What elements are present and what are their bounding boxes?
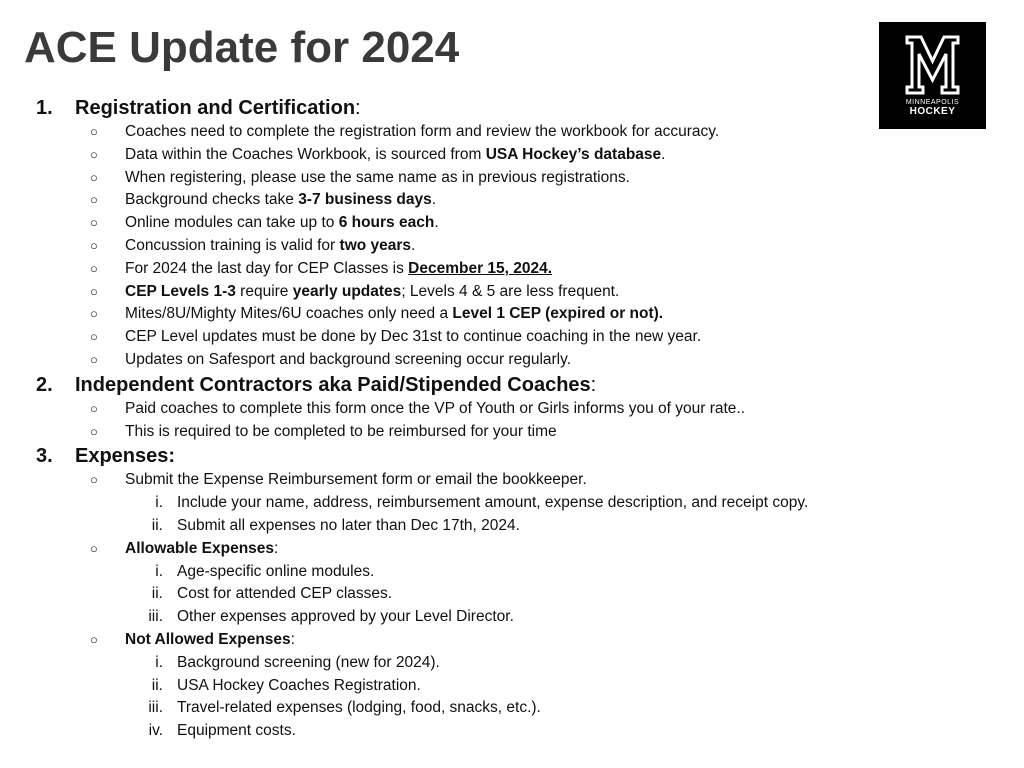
list-item: ○ CEP Levels 1-3 require yearly updates; Levels 4 & 5 are less frequent. xyxy=(0,281,1024,304)
sub-list-item: i. Background screening (new for 2024). xyxy=(155,653,440,671)
sub-list-item: i. Include your name, address, reimbursement amount, expense description, and receipt copy. xyxy=(155,494,809,512)
slide-body xyxy=(0,95,1024,743)
list-item: ○ Updates on Safesport and background screening occur regularly. xyxy=(0,349,1024,372)
list-item: ○ Paid coaches to complete this form once the VP of Youth or Girls informs you of your rate.. xyxy=(0,398,1024,421)
circle-bullet-icon: ○ xyxy=(90,283,98,299)
circle-bullet-icon: ○ xyxy=(90,631,98,647)
sub-list-item: ii. Submit all expenses no later than Dec 17th, 2024. xyxy=(151,516,520,534)
circle-bullet-icon: ○ xyxy=(90,472,98,488)
section-independent-contractors: 2. Independent Contractors aka Paid/Stipended Coaches: xyxy=(36,373,597,396)
list-item: ○ Coaches need to complete the registration form and review the workbook for accuracy. xyxy=(0,121,1024,144)
section-heading: Registration and Certification xyxy=(75,97,356,119)
list-item: ○ For 2024 the last day for CEP Classes is December 15, 2024. xyxy=(0,258,1024,281)
section-expenses xyxy=(0,443,1024,469)
circle-bullet-icon: ○ xyxy=(90,192,98,208)
circle-bullet-icon: ○ xyxy=(90,215,98,231)
circle-bullet-icon: ○ xyxy=(90,124,98,139)
list-item: ○ Submit the Expense Reimbursement form or email the bookkeeper. xyxy=(0,469,1024,492)
section-heading: Independent Contractors aka Paid/Stipended Coaches xyxy=(75,373,591,396)
list-item: ○ Concussion training is valid for two years. xyxy=(0,235,1024,258)
sub-list-item: i. Age-specific online modules. xyxy=(155,562,375,580)
list-item: ○ Not Allowed Expenses: xyxy=(0,629,1024,652)
section-number: 1. xyxy=(36,97,53,119)
section-number: 3. xyxy=(36,445,53,468)
logo-city-text: MINNEAPOLIS xyxy=(905,99,960,106)
circle-bullet-icon: ○ xyxy=(90,329,98,345)
section-heading: Expenses: xyxy=(75,445,176,468)
circle-bullet-icon: ○ xyxy=(90,237,98,253)
circle-bullet-icon: ○ xyxy=(90,169,98,185)
circle-bullet-icon: ○ xyxy=(90,146,98,162)
circle-bullet-icon: ○ xyxy=(90,351,98,367)
list-item: ○ Online modules can take up to 6 hours each. xyxy=(0,212,1024,235)
circle-bullet-icon: ○ xyxy=(90,400,98,416)
sub-list-item: iii. Other expenses approved by your Level Director. xyxy=(148,608,514,626)
list-item: ○ Background checks take 3-7 business days. xyxy=(0,189,1024,212)
page-title: ACE Update for 2024 xyxy=(24,23,460,72)
list-item: ○ CEP Level updates must be done by Dec 31st to continue coaching in the new year. xyxy=(0,326,1024,349)
circle-bullet-icon: ○ xyxy=(90,260,98,276)
sub-list-item: ii. USA Hockey Coaches Registration. xyxy=(151,676,421,694)
circle-bullet-icon: ○ xyxy=(90,423,98,439)
sub-list-item: ii. Cost for attended CEP classes. xyxy=(151,585,393,603)
sub-list-item: iii. Travel-related expenses (lodging, food, snacks, etc.). xyxy=(148,699,541,717)
sub-list-item: iv. Equipment costs. xyxy=(148,722,296,740)
section-registration: 1. Registration and Certification: xyxy=(36,97,361,119)
logo-hockey-text: HOCKEY xyxy=(909,106,956,117)
list-item: ○ Mites/8U/Mighty Mites/6U coaches only need a Level 1 CEP (expired or not). xyxy=(0,303,1024,326)
cep-deadline: December 15, 2024. xyxy=(408,259,553,277)
list-item: ○ When registering, please use the same name as in previous registrations. xyxy=(0,167,1024,190)
circle-bullet-icon: ○ xyxy=(90,540,98,556)
circle-bullet-icon: ○ xyxy=(90,306,98,322)
section-number: 2. xyxy=(36,373,53,396)
list-item: ○ This is required to be completed to be reimbursed for your time xyxy=(0,421,1024,444)
m-monogram-icon xyxy=(902,34,963,96)
list-item: ○ Data within the Coaches Workbook, is sourced from USA Hockey’s database. xyxy=(0,144,1024,167)
list-item: ○ Allowable Expenses: xyxy=(0,538,1024,561)
